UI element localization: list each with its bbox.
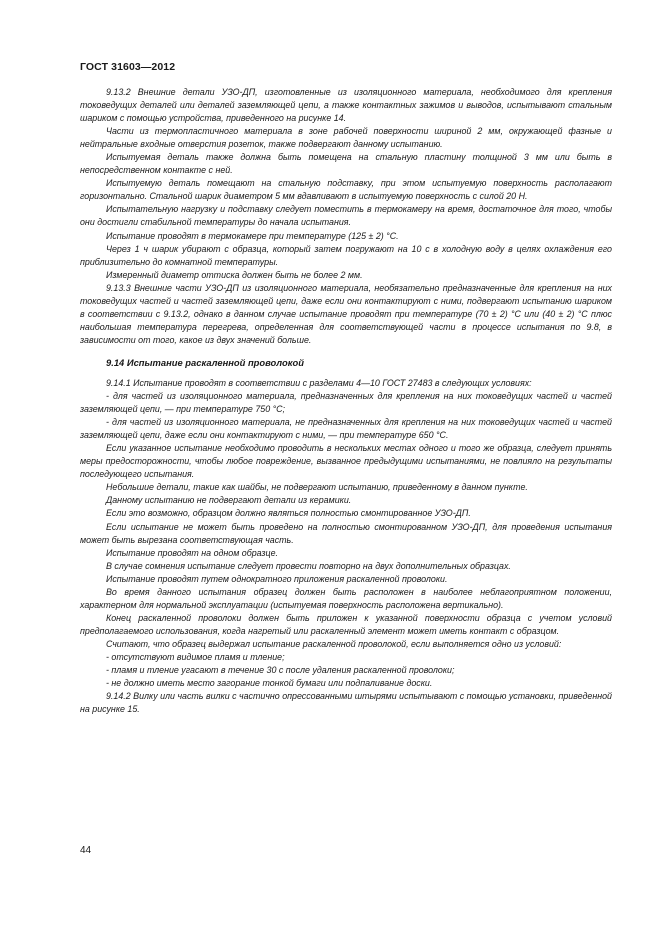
list-item: - отсутствуют видимое пламя и тление; [106, 651, 285, 662]
paragraph: Если испытание не может быть проведено на полностью смонтированном УЗО-ДП, для проведения испытания может быть вырезана соответствующая часть. [80, 521, 612, 545]
paragraph: 9.13.3 Внешние части УЗО-ДП из изоляционного материала, необязательно предназначенные для крепления на них токоведущих частей и частей заземляющей цепи, даже если они контактируют с ними, подвергают испытанию шариком в соответствии с 9.13.2, однако в данном случае испытание проводят при температуре (70 ± 2) °С или (40 ± 2) °С плюс наибольшая температура перегрева, определенная для соответствующей части в процессе испытания по 9.8, в зависимости от того, какое из двух значений больше. [80, 282, 612, 345]
paragraph: Если это возможно, образцом должно являться полностью смонтированное УЗО-ДП. [106, 508, 471, 519]
paragraph: Во время данного испытания образец должен быть расположен в наиболее неблагоприятном положении, характерном для нормальной эксплуатации (испытуемая поверхность расположена вертикально). [80, 586, 612, 610]
paragraph: Испытание проводят путем однократного приложения раскаленной проволоки. [106, 573, 448, 584]
paragraph: Через 1 ч шарик убирают с образца, который затем погружают на 10 с в холодную воду в целях охлаждения его приблизительно до комнатной температуры. [80, 243, 612, 267]
paragraph: Испытание проводят в термокамере при температуре (125 ± 2) °С. [106, 230, 399, 241]
paragraph: 9.13.2 Внешние детали УЗО-ДП, изготовленные из изоляционного материала, необходимого для крепления токоведущих деталей или деталей заземляющей цепи, а также контактных зажимов и выводов, испытывают стальным шариком с помощью устройства, приведенного на рисунке 14. [80, 87, 612, 124]
section-heading: 9.14 Испытание раскаленной проволокой [106, 356, 304, 368]
paragraph: В случае сомнения испытание следует провести повторно на двух дополнительных образцах. [106, 560, 511, 571]
list-item: - не должно иметь место загорание тонкой бумаги или подпаливание доски. [106, 678, 433, 689]
paragraph: Данному испытанию не подвергают детали из керамики. [106, 495, 352, 506]
section-9-14-text [80, 377, 612, 716]
list-item: - для частей из изоляционного материала, предназначенных для крепления на них токоведущих частей и частей заземляющей цепи, — при температуре 750 °С; [80, 391, 612, 415]
page-body [80, 86, 612, 716]
list-item: - пламя и тление угасают в течение 30 с после удаления раскаленной проволоки; [106, 665, 455, 676]
paragraph: Считают, что образец выдержал испытание раскаленной проволокой, если выполняется одно из условий: [106, 638, 562, 649]
page-number: 44 [80, 845, 92, 856]
list-item: - для частей из изоляционного материала, не предназначенных для крепления на них токоведущих частей и частей заземляющей цепи, даже если они контактируют с ними, — при температуре 650 °С. [80, 417, 612, 441]
paragraph: Части из термопластичного материала в зоне рабочей поверхности шириной 2 мм, окружающей фазные и нейтральные входные отверстия розеток, также подвергают данному испытанию. [80, 126, 612, 150]
paragraph: Испытание проводят на одном образце. [106, 547, 278, 558]
paragraph: 9.14.2 Вилку или часть вилки с частично опрессованными штырями испытывают с помощью установки, приведенной на рисунке 15. [80, 691, 612, 715]
paragraph: Конец раскаленной проволоки должен быть приложен к указанной поверхности образца с учетом условий предполагаемого использования, когда нагретый или раскаленный элемент может иметь контакт с образцом. [80, 612, 612, 636]
paragraph: 9.14.1 Испытание проводят в соответствии с разделами 4—10 ГОСТ 27483 в следующих условиях: [106, 377, 532, 388]
paragraph: Небольшие детали, такие как шайбы, не подвергают испытанию, приведенному в данном пункте. [106, 482, 528, 493]
paragraph: Испытуемая деталь также должна быть помещена на стальную пластину толщиной 3 мм или быть в непосредственном контакте с ней. [80, 152, 612, 176]
paragraph: Измеренный диаметр оттиска должен быть не более 2 мм. [106, 269, 363, 280]
section-9-13-text [80, 86, 612, 347]
paragraph: Если указанное испытание необходимо проводить в нескольких местах одного и того же образца, следует принять меры предосторожности, чтобы любое повреждение, вызванное предыдущими испытаниями, не повлияло на результаты последующего испытания. [80, 443, 612, 480]
standard-header: ГОСТ 31603—2012 [80, 61, 176, 73]
paragraph: Испытуемую деталь помещают на стальную подставку, при этом испытуемую поверхность располагают горизонтально. Стальной шарик диаметром 5 мм вдавливают в испытуемую поверхность с силой 20 Н. [80, 178, 612, 202]
paragraph: Испытательную нагрузку и подставку следует поместить в термокамеру на время, достаточное для того, чтобы они достигли стабильной температуры до начала испытания. [80, 204, 612, 228]
